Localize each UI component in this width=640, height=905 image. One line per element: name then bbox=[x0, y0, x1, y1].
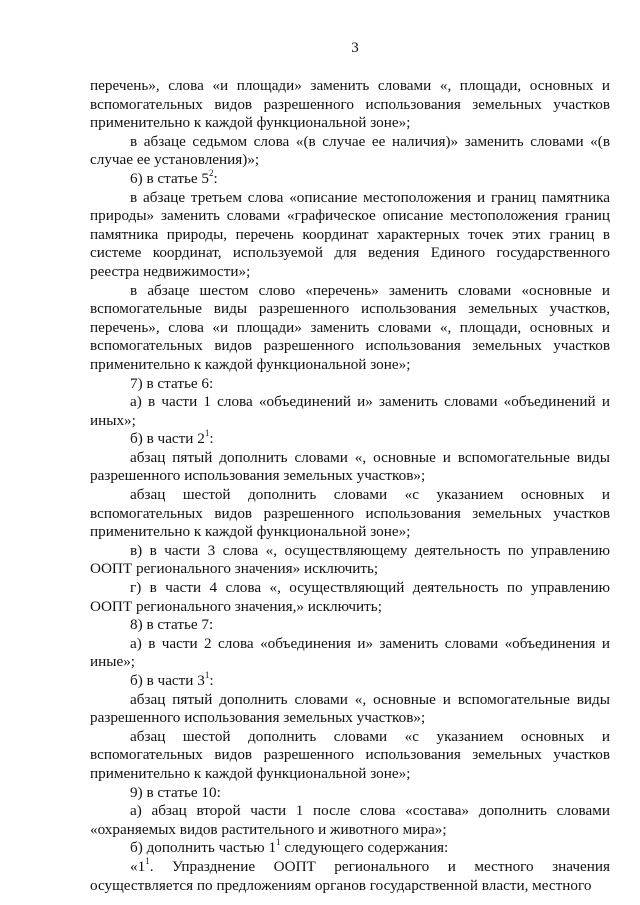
paragraph: в абзаце седьмом слова «(в случае ее наличия)» заменить словами «(в случае ее установления)»; bbox=[90, 132, 610, 169]
superscript-index: 1 bbox=[204, 428, 210, 439]
paragraph: перечень», слова «и площади» заменить словами «, площади, основных и вспомогательных видов разрешенного использования земельных участков применительно к каждой функциональной зоне»; bbox=[90, 77, 610, 132]
paragraph-text: : bbox=[213, 169, 218, 187]
paragraph: а) в части 2 слова «объединения и» заменить словами «объединения и иные»; bbox=[90, 634, 610, 671]
paragraph: 9) в статье 10: bbox=[130, 783, 221, 801]
paragraph bbox=[90, 839, 610, 858]
paragraph-text: : bbox=[209, 672, 214, 689]
paragraph bbox=[90, 430, 610, 449]
paragraph: абзац пятый дополнить словами «, основные и вспомогательные виды разрешенного использования земельных участков»; bbox=[90, 690, 610, 727]
paragraph: абзац пятый дополнить словами «, основные и вспомогательные виды разрешенного использования земельных участков»; bbox=[90, 448, 610, 485]
superscript-index: 1 bbox=[204, 669, 210, 680]
document-body bbox=[90, 77, 610, 895]
superscript-index: 2 bbox=[209, 167, 214, 178]
paragraph-text: . Упразднение ООПТ регионального и местного значения осуществляется по предложениям органов государственной власти, местного bbox=[90, 857, 610, 894]
paragraph: а) абзац второй части 1 после слова «состава» дополнить словами «охраняемых видов растительного и животного мира»; bbox=[90, 802, 610, 838]
paragraph-text: следующего содержания: bbox=[280, 839, 449, 857]
paragraph: г) в части 4 слова «, осуществляющий деятельность по управлению ООПТ регионального значения,» исключить; bbox=[90, 579, 610, 615]
paragraph-text: : bbox=[209, 430, 214, 448]
paragraph bbox=[90, 669, 610, 691]
page-number: 3 bbox=[351, 40, 359, 56]
paragraph-text: б) в части 2 bbox=[130, 430, 205, 448]
superscript-index: 1 bbox=[276, 837, 281, 848]
paragraph: абзац шестой дополнить словами «с указанием основных и вспомогательных видов разрешенного использования земельных участков применительно к каждой функциональной зоне»; bbox=[90, 727, 610, 782]
paragraph: в) в части 3 слова «, осуществляющему деятельность по управлению ООПТ регионального значения» исключить; bbox=[90, 541, 610, 578]
superscript-index: 1 bbox=[145, 855, 150, 866]
paragraph: 7) в статье 6: bbox=[130, 374, 214, 392]
paragraph: а) в части 1 слова «объединений и» заменить словами «объединений и иных»; bbox=[90, 393, 610, 429]
paragraph-text: б) в части 3 bbox=[130, 672, 205, 689]
paragraph-text: б) дополнить частью 1 bbox=[130, 839, 277, 857]
paragraph: абзац шестой дополнить словами «с указанием основных и вспомогательных видов разрешенного использования земельных участков применительно к каждой функциональной зоне»; bbox=[90, 486, 610, 541]
paragraph bbox=[90, 167, 610, 189]
paragraph: в абзаце шестом слово «перечень» заменить словами «основные и вспомогательные виды разрешенного использования земельных участков, перечень», слова «и площади» заменить словами «, площади, основных и вспомогательных видов разрешенного использования земельных участков применительно к каждой функциональной зоне»; bbox=[90, 281, 610, 373]
paragraph-text: 6) в статье 5 bbox=[130, 169, 210, 187]
paragraph: 8) в статье 7: bbox=[130, 616, 214, 634]
paragraph bbox=[90, 855, 610, 895]
paragraph-text: «1 bbox=[130, 857, 146, 875]
paragraph: в абзаце третьем слова «описание местоположения и границ памятника природы» заменить словами «графическое описание местоположения границ памятника природы, перечень координат характерных точек этих границ в системе координат, используемой для ведения Единого государственного реестра недвижимости»; bbox=[90, 188, 610, 280]
